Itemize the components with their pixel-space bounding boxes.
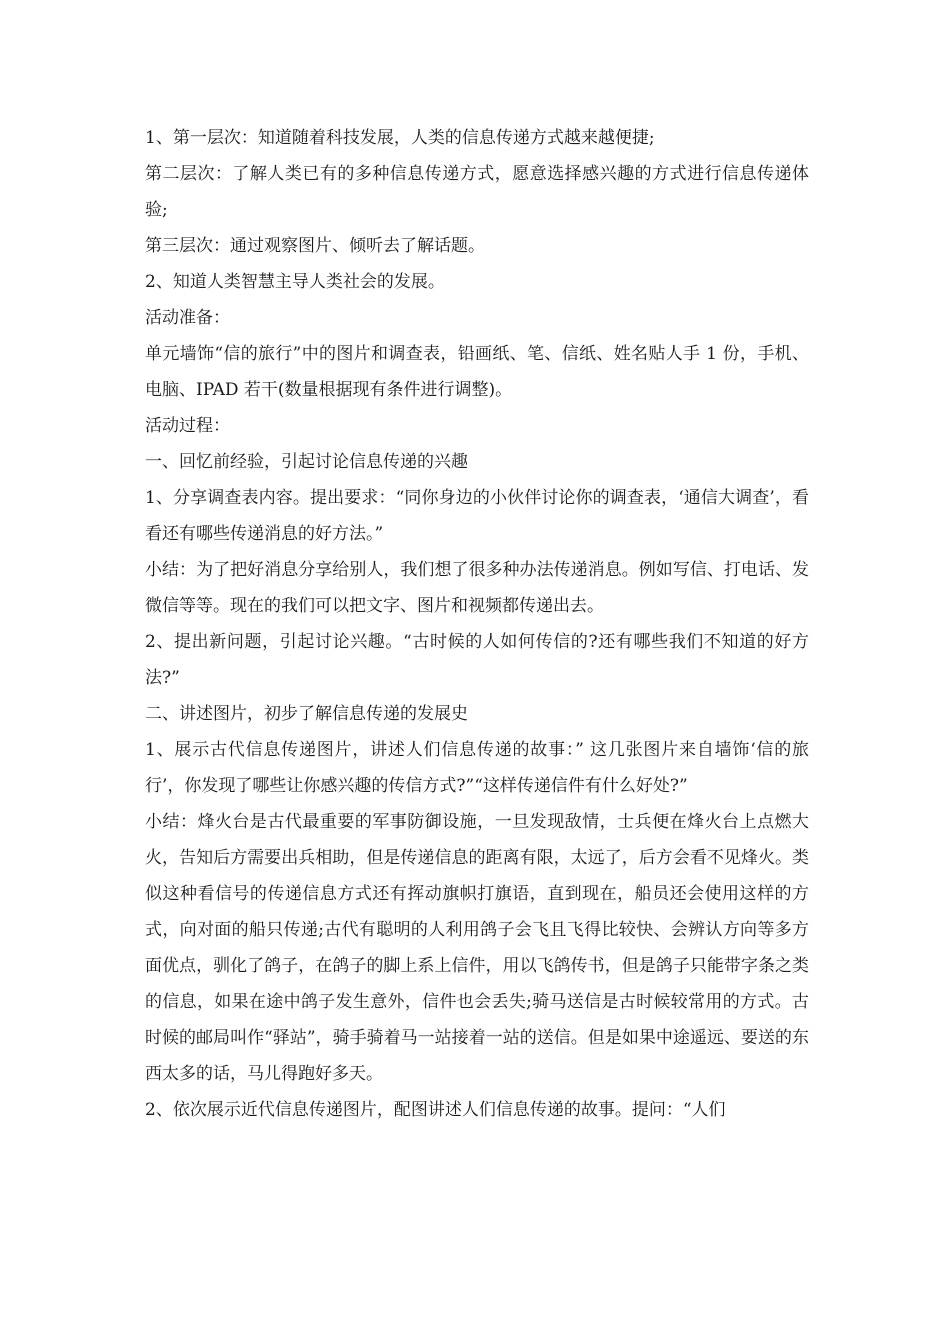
section-two-step-two: 2、依次展示近代信息传递图片，配图讲述人们信息传递的故事。提问：“人们 bbox=[145, 1100, 726, 1120]
section-one-summary: 小结：为了把好消息分享给别人，我们想了很多种办法传递消息。例如写信、打电话、发微信等等。现在的我们可以把文字、图片和视频都传递出去。 bbox=[145, 560, 809, 616]
preparation-text: 单元墙饰“信的旅行”中的图片和调查表，铅画纸、笔、信纸、姓名贴人手 1 份，手机、电脑、IPAD 若干(数量根据现有条件进行调整)。 bbox=[145, 344, 809, 400]
objective-level-two: 第二层次：了解人类已有的多种信息传递方式，愿意选择感兴趣的方式进行信息传递体验; bbox=[145, 164, 809, 220]
section-two-heading: 二、讲述图片，初步了解信息传递的发展史 bbox=[145, 704, 468, 724]
section-one-step-two: 2、提出新问题，引起讨论兴趣。“古时候的人如何传信的?还有哪些我们不知道的好方法?” bbox=[145, 632, 809, 688]
section-one-heading: 一、回忆前经验，引起讨论信息传递的兴趣 bbox=[145, 452, 468, 472]
objective-level-one: 1、第一层次：知道随着科技发展，人类的信息传递方式越来越便捷; bbox=[145, 128, 655, 148]
document-body bbox=[145, 120, 809, 1128]
section-two-step-one: 1、展示古代信息传递图片，讲述人们信息传递的故事：” 这几张图片来自墙饰‘信的旅行’，你发现了哪些让你感兴趣的传信方式?”“这样传递信件有什么好处?” bbox=[145, 740, 809, 796]
objective-level-three: 第三层次：通过观察图片、倾听去了解话题。 bbox=[145, 236, 485, 256]
objective-two: 2、知道人类智慧主导人类社会的发展。 bbox=[145, 272, 445, 292]
section-one-step-one: 1、分享调查表内容。提出要求：“同你身边的小伙伴讨论你的调查表，‘通信大调查’，看看还有哪些传递消息的好方法。” bbox=[145, 488, 809, 544]
section-two-summary: 小结：烽火台是古代最重要的军事防御设施，一旦发现敌情，士兵便在烽火台上点燃大火，告知后方需要出兵相助，但是传递信息的距离有限，太远了，后方会看不见烽火。类似这种看信号的传递信息方式还有挥动旗帜打旗语，直到现在，船员还会使用这样的方式，向对面的船只传递;古代有聪明的人利用鸽子会飞且飞得比较快、会辨认方向等多方面优点，驯化了鸽子，在鸽子的脚上系上信件，用以飞鸽传书，但是鸽子只能带字条之类的信息，如果在途中鸽子发生意外，信件也会丢失;骑马送信是古时候较常用的方式。古时候的邮局叫作“驿站”，骑手骑着马一站接着一站的送信。但是如果中途遥远、要送的东西太多的话，马儿得跑好多天。 bbox=[145, 812, 809, 1084]
process-heading: 活动过程： bbox=[145, 416, 230, 436]
preparation-heading: 活动准备： bbox=[145, 308, 230, 328]
